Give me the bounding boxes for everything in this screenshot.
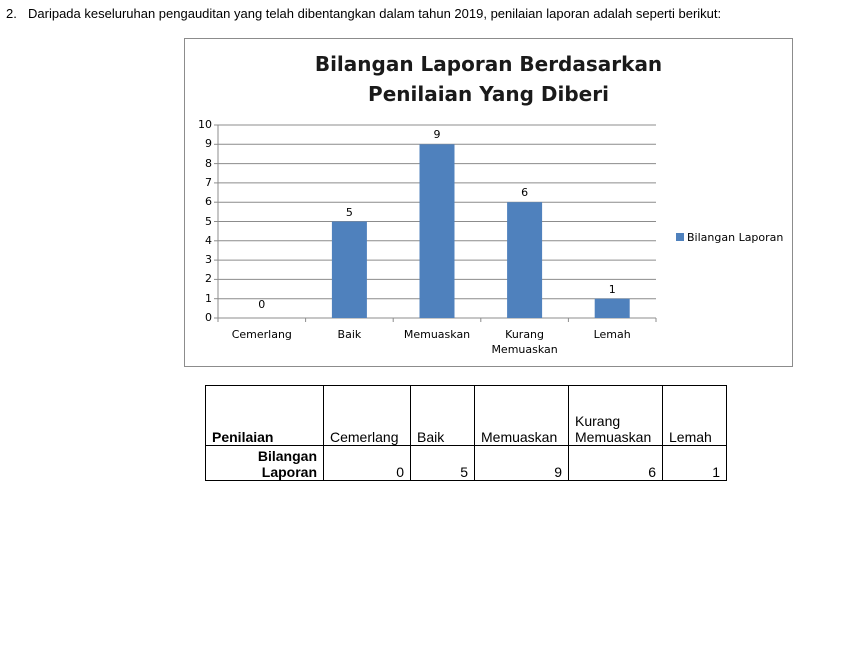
table-row-header-bilangan: Bilangan Laporan xyxy=(206,446,324,481)
chart-plot-area xyxy=(185,39,794,368)
chart-title-line1: Bilangan Laporan Berdasarkan xyxy=(314,52,663,76)
y-tick-label: 7 xyxy=(205,175,212,189)
table-cell: 9 xyxy=(475,446,569,481)
item-number: 2. xyxy=(6,6,17,21)
x-tick-label: Kurang Memuaskan xyxy=(491,328,558,356)
chart-legend xyxy=(676,231,783,244)
y-tick-label: 9 xyxy=(205,137,212,151)
x-tick-label: Cemerlang xyxy=(231,328,292,341)
chart-title-line2: Penilaian Yang Diberi xyxy=(368,82,609,106)
table-col-header: Memuaskan xyxy=(475,386,569,446)
intro-text: Daripada keseluruhan pengauditan yang telah dibentangkan dalam tahun 2019, penilaian laporan adalah seperti berikut: xyxy=(28,6,722,21)
data-label: 1 xyxy=(608,282,616,296)
bar xyxy=(507,202,542,318)
bar xyxy=(595,299,630,318)
x-tick-label: Lemah xyxy=(593,328,631,341)
y-tick-label: 10 xyxy=(198,118,212,131)
data-label: 6 xyxy=(521,186,529,200)
table-cell: 0 xyxy=(324,446,411,481)
y-tick-label: 2 xyxy=(205,272,212,286)
y-tick-label: 4 xyxy=(205,233,212,247)
y-tick-label: 8 xyxy=(205,156,212,170)
bar xyxy=(332,222,367,319)
table-col-header: Cemerlang xyxy=(324,386,411,446)
x-tick-label: Memuaskan xyxy=(403,328,471,341)
y-tick-label: 1 xyxy=(205,291,212,305)
data-label: 0 xyxy=(258,298,266,311)
y-tick-label: 0 xyxy=(205,311,212,324)
data-label: 5 xyxy=(345,205,353,219)
table-col-header: Baik xyxy=(411,386,475,446)
x-tick-label: Baik xyxy=(337,328,362,341)
y-tick-label: 3 xyxy=(205,253,212,267)
table-row-header-penilaian: Penilaian xyxy=(206,386,324,446)
table-cell: 5 xyxy=(411,446,475,481)
data-table xyxy=(205,385,727,481)
data-label: 9 xyxy=(433,128,441,142)
intro-paragraph xyxy=(6,6,721,21)
table-header-row xyxy=(206,386,727,446)
legend-swatch xyxy=(676,233,684,241)
table-col-header: Kurang Memuaskan xyxy=(569,386,663,446)
table-row xyxy=(206,446,727,481)
y-tick-label: 5 xyxy=(205,214,212,228)
legend-label: Bilangan Laporan xyxy=(687,231,784,244)
bar-chart xyxy=(184,38,793,367)
table-cell: 1 xyxy=(663,446,727,481)
bar xyxy=(420,144,455,318)
y-tick-label: 6 xyxy=(205,195,212,209)
table-col-header: Lemah xyxy=(663,386,727,446)
table-cell: 6 xyxy=(569,446,663,481)
